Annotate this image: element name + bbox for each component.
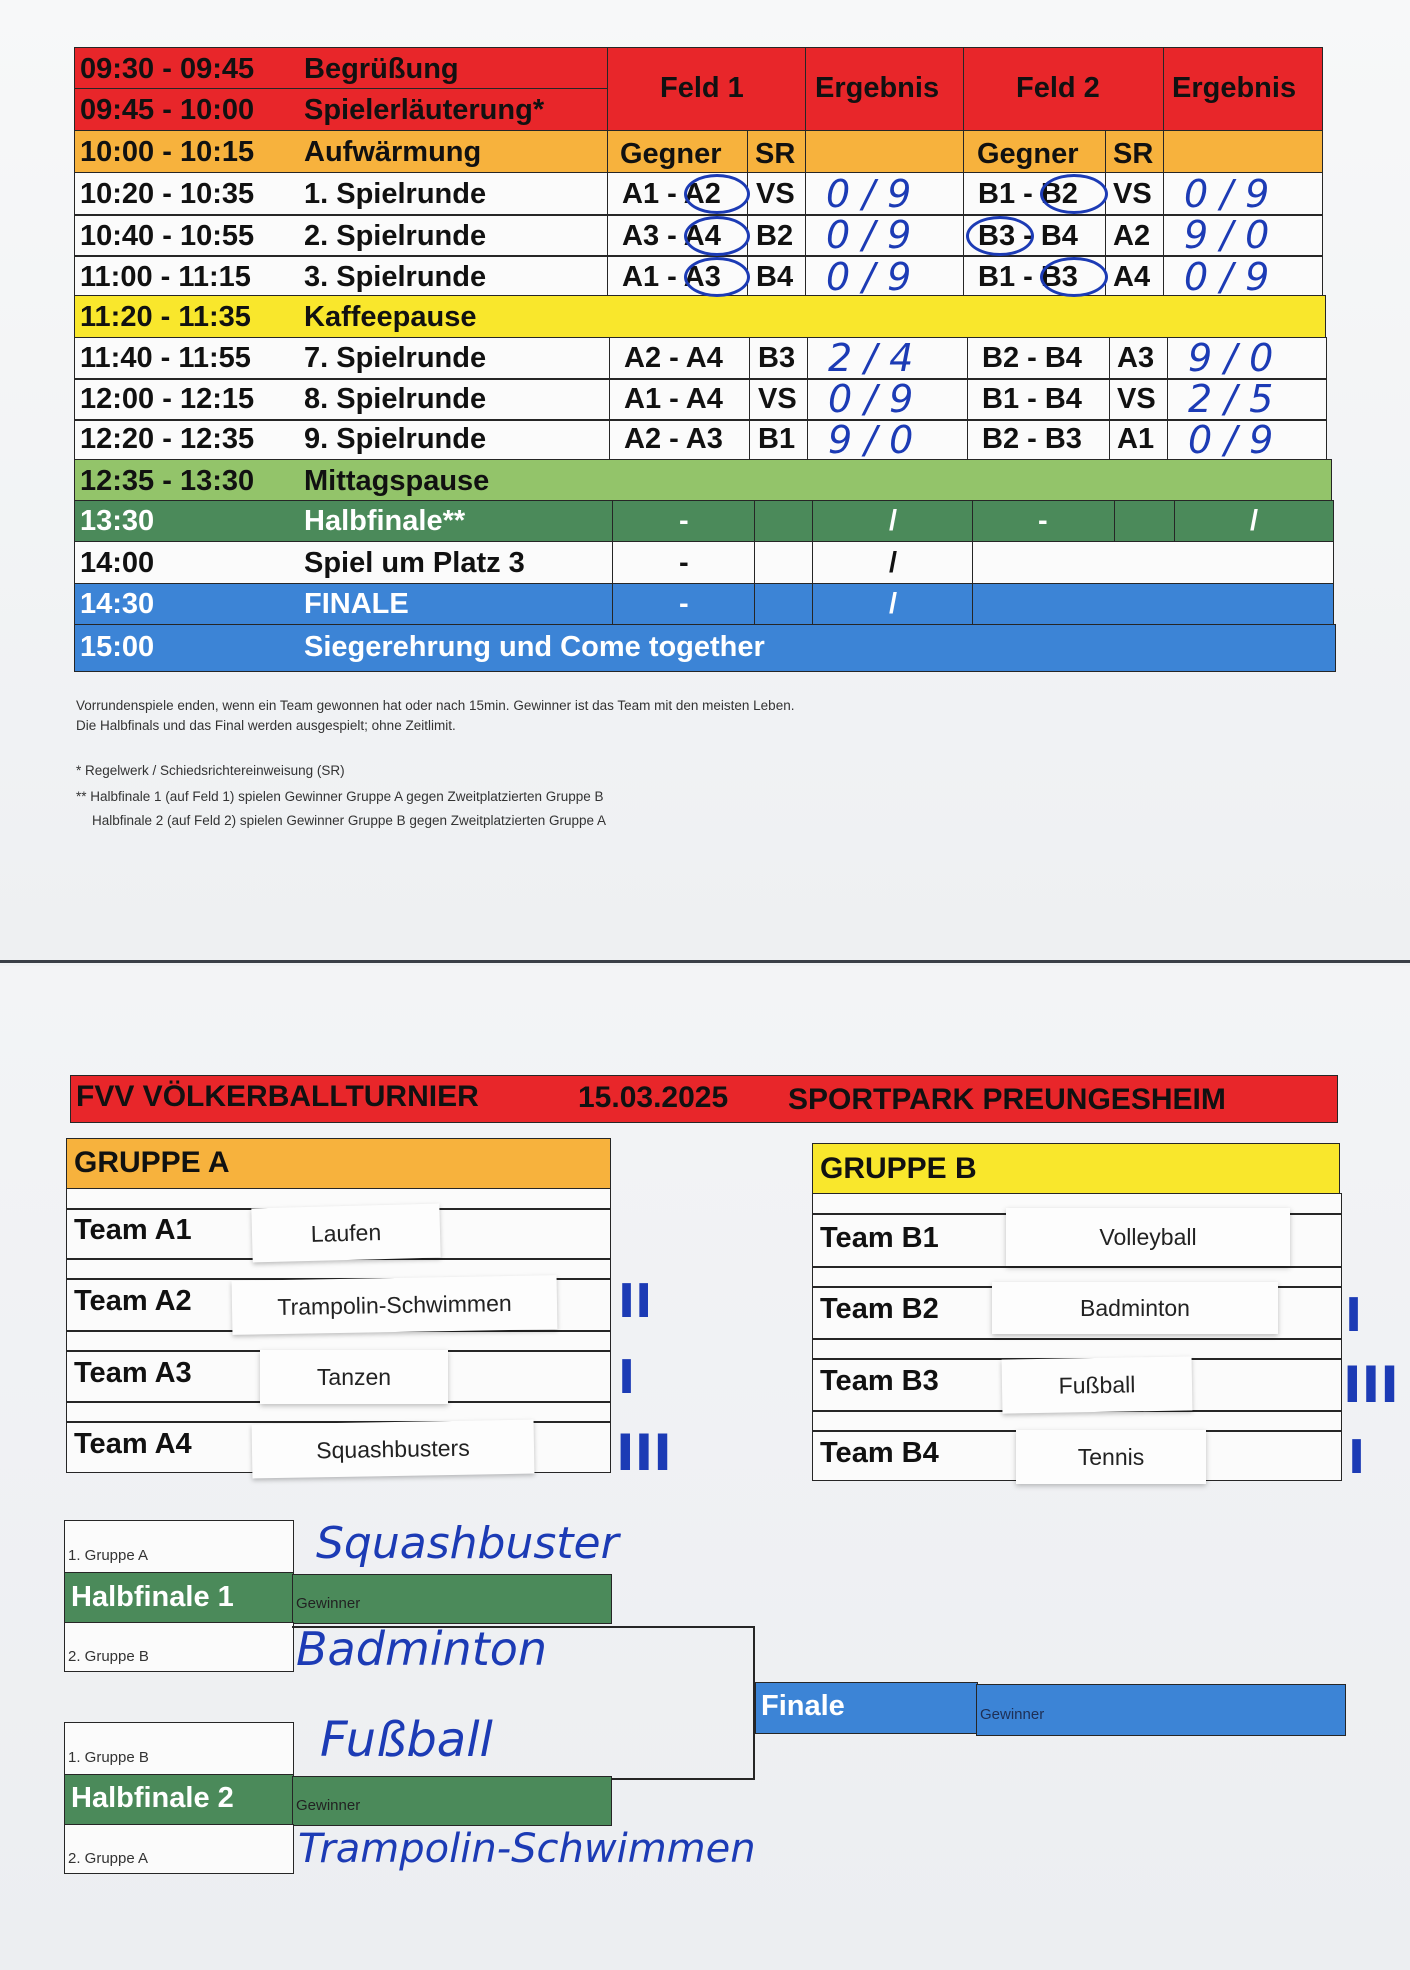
time-text: 09:45 - 10:00 (80, 94, 255, 126)
label-text: 3. Spielrunde (304, 261, 487, 293)
f1-match: - (679, 505, 689, 537)
f2-result-hand: 0 / 9 (1188, 418, 1274, 462)
team-name-label: Squashbusters (252, 1420, 535, 1479)
label-text: Spielerläuterung* (304, 94, 545, 126)
header-blank1 (805, 130, 965, 174)
f1-result-hand: 9 / 0 (828, 418, 914, 462)
team-name-label: Badminton (992, 1282, 1278, 1334)
hf2-bottom-hand: Trampolin-Schwimmen (298, 1826, 756, 1872)
label-text: 7. Spielrunde (304, 342, 487, 374)
label-text: 8. Spielrunde (304, 383, 487, 415)
label-text: Mittagspause (304, 465, 490, 497)
winner-circle (1040, 257, 1108, 297)
label-text: Halbfinale** (304, 505, 466, 537)
win-tally: I (618, 1350, 636, 1404)
f2-sr: A3 (1117, 342, 1155, 374)
team-name-label: Volleyball (1006, 1208, 1290, 1266)
f1-match: A1 - A2 (622, 178, 721, 210)
label-text: Spiel um Platz 3 (304, 547, 525, 579)
hf2-bottom-label: 2. Gruppe A (68, 1850, 149, 1867)
f2-result-hand: 2 / 5 (1188, 377, 1274, 421)
win-tally: III (616, 1424, 672, 1482)
f1-match: A1 - A3 (622, 261, 721, 293)
hf2-title: Halbfinale 2 (71, 1782, 234, 1814)
win-tally: III (1343, 1356, 1399, 1414)
time-text: 13:30 (80, 505, 155, 537)
hf1-top-hand: Squashbuster (316, 1518, 619, 1569)
f1-sr: B4 (756, 261, 794, 293)
f2-result: / (1250, 505, 1259, 537)
label-text: 9. Spielrunde (304, 423, 487, 455)
row-line (812, 1338, 1342, 1340)
hf-f1-sr (754, 500, 814, 543)
header-feld2-text: Feld 2 (1016, 72, 1100, 104)
time-text: 12:00 - 12:15 (80, 383, 255, 415)
f2-sr: A1 (1117, 423, 1155, 455)
label-text: 1. Spielrunde (304, 178, 487, 210)
f1-result-hand: 0 / 9 (828, 377, 914, 421)
group-b-title: GRUPPE B (820, 1152, 977, 1185)
time-text: 12:35 - 13:30 (80, 465, 255, 497)
hf1-bottom-hand: Badminton (296, 1622, 548, 1676)
team-label: Team B2 (820, 1293, 939, 1325)
f1-match: - (679, 547, 689, 579)
note-line: ** Halbfinale 1 (auf Feld 1) spielen Gewinner Gruppe A gegen Zweitplatzierten Gruppe B (76, 789, 604, 804)
f1-result-hand: 2 / 4 (828, 336, 914, 380)
note-line: Halbfinale 2 (auf Feld 2) spielen Gewinner Gruppe B gegen Zweitplatzierten Gruppe A (92, 813, 607, 828)
f1-result: / (889, 505, 898, 537)
f1-match: A2 - A4 (624, 342, 723, 374)
label-text: Kaffeepause (304, 301, 477, 333)
time-text: 14:00 (80, 547, 155, 579)
team-name-label: Tanzen (260, 1350, 448, 1404)
header-ergebnis2-text: Ergebnis (1172, 72, 1297, 104)
time-text: 09:30 - 09:45 (80, 53, 255, 85)
f2-match: - (1038, 505, 1048, 537)
f1-match: - (679, 588, 689, 620)
row-line (74, 214, 1323, 216)
win-tally: I (1348, 1430, 1366, 1484)
finale-title: Finale (761, 1690, 845, 1722)
f1-result-hand: 0 / 9 (826, 213, 912, 257)
hf-f2-sr (1114, 500, 1176, 543)
finale-winner-label: Gewinner (980, 1706, 1045, 1723)
f2-result-hand: 0 / 9 (1184, 172, 1270, 216)
winner-circle (1040, 174, 1108, 214)
hf1-bottom-label: 2. Gruppe B (68, 1648, 149, 1665)
hf1-top-label: 1. Gruppe A (68, 1547, 149, 1564)
row-bg-kaffeepause (74, 295, 1326, 339)
p3-sr (754, 541, 814, 585)
team-label: Team A2 (74, 1285, 192, 1317)
header-sr1-text: SR (755, 138, 796, 170)
f2-match: B1 - B4 (982, 383, 1082, 415)
row-line (74, 378, 1327, 380)
f2-match: B1 - B3 (978, 261, 1078, 293)
header-blank2 (1163, 130, 1323, 174)
note-line: Die Halbfinals und das Final werden ausgespielt; ohne Zeitlimit. (76, 718, 456, 733)
time-text: 15:00 (80, 631, 155, 663)
team-label: Team B1 (820, 1222, 939, 1254)
f2-sr: VS (1117, 383, 1156, 415)
f2-match: B2 - B3 (982, 423, 1082, 455)
winner-circle (684, 174, 750, 214)
team-name-label: Tennis (1016, 1430, 1206, 1484)
f1-sr: B1 (758, 423, 796, 455)
team-name-label: Trampolin-Schwimmen (232, 1275, 558, 1335)
f1-match: A2 - A3 (624, 423, 723, 455)
f1-sr: VS (756, 178, 795, 210)
f1-sr: B2 (756, 220, 794, 252)
team-name-label: Laufen (251, 1204, 440, 1263)
f2-match: B1 - B2 (978, 178, 1078, 210)
hf2-winner-label: Gewinner (296, 1797, 361, 1814)
f1-result: / (889, 547, 898, 579)
row-line (74, 419, 1327, 421)
team-label: Team B4 (820, 1437, 939, 1469)
sheet-divider (0, 960, 1410, 963)
f2-result-hand: 9 / 0 (1184, 213, 1270, 257)
time-text: 11:20 - 11:35 (80, 301, 251, 333)
banner-title: FVV VÖLKERBALLTURNIER (76, 1080, 479, 1113)
time-text: 10:20 - 10:35 (80, 178, 255, 210)
time-text: 11:40 - 11:55 (80, 342, 251, 374)
f2-match: B2 - B4 (982, 342, 1082, 374)
banner-date: 15.03.2025 (578, 1081, 729, 1114)
hf1-title: Halbfinale 1 (71, 1581, 234, 1613)
time-text: 14:30 (80, 588, 155, 620)
label-text: FINALE (304, 588, 409, 620)
header-sr2-text: SR (1113, 138, 1154, 170)
team-label: Team A1 (74, 1214, 192, 1246)
f1-result-hand: 0 / 9 (826, 255, 912, 299)
row-bg-mittagspause (74, 459, 1332, 502)
team-label: Team A4 (74, 1428, 192, 1460)
winner-circle (684, 257, 750, 297)
label-text: Siegerehrung und Come together (304, 631, 765, 663)
note-line: Vorrundenspiele enden, wenn ein Team gewonnen hat oder nach 15min. Gewinner ist das Team mit den meisten Leben. (76, 698, 795, 713)
f1-match: A1 - A4 (624, 383, 723, 415)
fin-sr (754, 583, 814, 626)
f1-result: / (889, 588, 898, 620)
row-line (74, 255, 1323, 257)
time-text: 10:00 - 10:15 (80, 136, 255, 168)
f2-match: B3 - B4 (978, 220, 1078, 252)
winner-circle (966, 216, 1034, 256)
time-text: 11:00 - 11:15 (80, 261, 251, 293)
hf2-top-label: 1. Gruppe B (68, 1749, 149, 1766)
row-line (812, 1266, 1342, 1268)
f1-match: A3 - A4 (622, 220, 721, 252)
f2-sr: A4 (1113, 261, 1151, 293)
banner-venue: SPORTPARK PREUNGESHEIM (788, 1083, 1226, 1116)
time-text: 12:20 - 12:35 (80, 423, 255, 455)
label-text: 2. Spielrunde (304, 220, 487, 252)
f2-result-hand: 0 / 9 (1184, 255, 1270, 299)
f2-result-hand: 9 / 0 (1188, 336, 1274, 380)
f2-sr: A2 (1113, 220, 1151, 252)
hf2-top-hand: Fußball (320, 1712, 493, 1768)
note-line: * Regelwerk / Schiedsrichtereinweisung (SR) (76, 763, 345, 778)
label-text: Begrüßung (304, 53, 459, 85)
time-text: 10:40 - 10:55 (80, 220, 255, 252)
winner-circle (684, 216, 750, 256)
label-text: Aufwärmung (304, 136, 482, 168)
win-tally: II (618, 1274, 653, 1328)
f2-sr: VS (1113, 178, 1152, 210)
f1-result-hand: 0 / 9 (826, 172, 912, 216)
fin-empty (972, 583, 1334, 626)
f1-sr: B3 (758, 342, 796, 374)
f1-sr: VS (758, 383, 797, 415)
header-gegner1-text: Gegner (620, 138, 722, 170)
win-tally: I (1345, 1288, 1363, 1342)
header-gegner2-text: Gegner (977, 138, 1079, 170)
header-ergebnis1-text: Ergebnis (815, 72, 940, 104)
team-label: Team B3 (820, 1365, 939, 1397)
p3-empty (972, 541, 1334, 585)
header-feld1-text: Feld 1 (660, 72, 744, 104)
team-name-label: Fußball (1002, 1356, 1193, 1413)
group-a-title: GRUPPE A (74, 1146, 230, 1179)
hf1-winner-label: Gewinner (296, 1595, 361, 1612)
team-label: Team A3 (74, 1357, 192, 1389)
